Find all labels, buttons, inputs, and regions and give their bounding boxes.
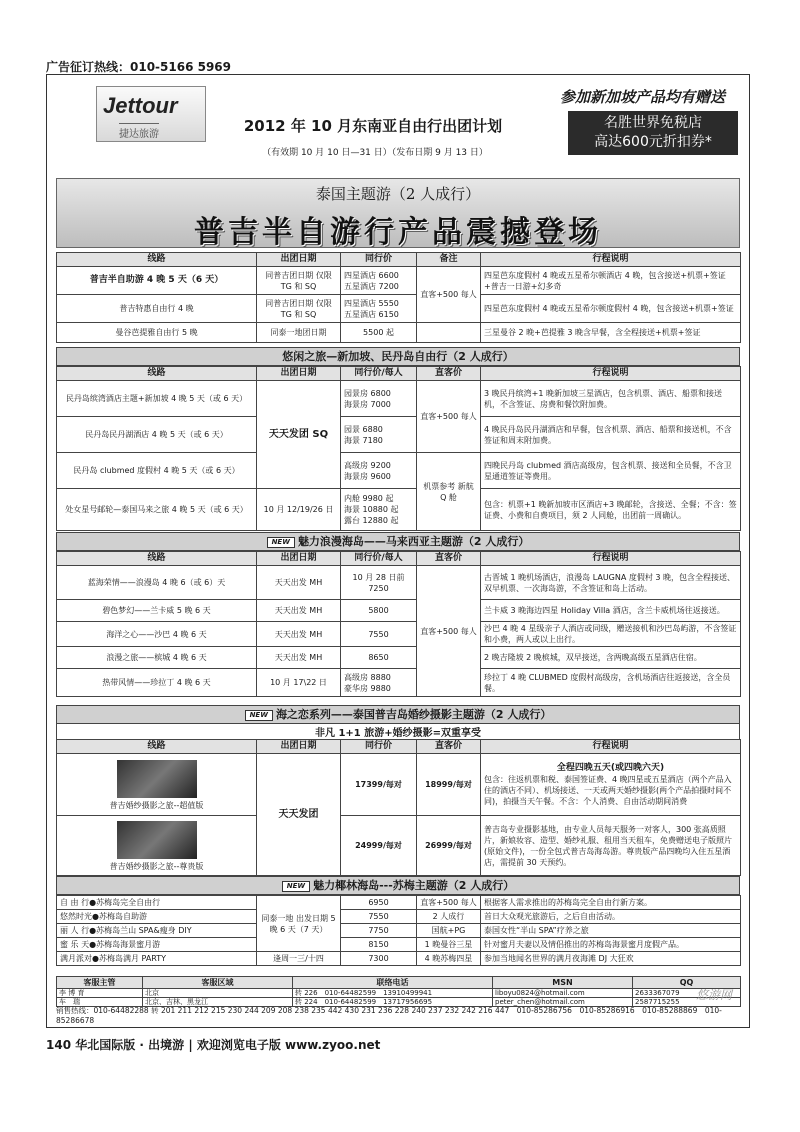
price-cell <box>341 669 417 697</box>
table-row <box>57 295 741 323</box>
th-note: 备注 <box>417 253 481 267</box>
price-cell <box>341 417 417 453</box>
route-cell: 碧色梦幻——兰卡威 5 晚 6 天 <box>57 600 257 622</box>
th-date: 出团日期 <box>257 740 341 754</box>
contact-msn: peter_chen@hotmail.com <box>493 998 633 1007</box>
sales-hotline: 销售热线：010-64482288 转 201 211 212 215 230 244 209 208 238 235 442 430 231 236 228 240 237 232 242 216 447 010-85286756 010-85286916 010-85288869 010-85286678 <box>56 1006 722 1025</box>
table-row <box>57 323 741 343</box>
price-line: 露台 12880 起 <box>344 516 399 525</box>
note-cell: 1 晚曼谷三星 <box>417 938 481 952</box>
table-row <box>57 816 741 876</box>
route-cell: 蜜 乐 天●苏梅岛海景蜜月游 <box>57 938 257 952</box>
desc-cell: 普吉岛专业摄影基地，由专业人员每天服务一对客人，300 张高质照片，新娘妆容、造型、婚纱礼服、租用当天租车，免费赠送电子版照片(原始文件)，一份全包式普吉岛海岛游。尊贵版产品四晚均入住五星酒店，需提前 30 天预约。 <box>481 816 741 876</box>
th-route: 线路 <box>57 367 257 381</box>
desc-cell: 参加当地闻名世界的满月夜海滩 DJ 大狂欢 <box>481 952 741 966</box>
wedding-photo <box>117 760 197 798</box>
contact-region: 北京 <box>143 989 293 998</box>
desc-cell: 沙巴 4 晚 4 星级亲子人酒店或同级，赠送接机和沙巴岛屿游，不含签证和小费，两人或以上出行。 <box>481 622 741 647</box>
price-cell: 7550 <box>341 910 417 924</box>
table-row <box>57 381 741 417</box>
direct-cell: 直客+500 每人 <box>417 566 481 697</box>
promo-line-1: 名胜世界免税店 <box>604 115 702 131</box>
contact-name: 车 瑞 <box>57 998 143 1007</box>
route-cell: 普吉特惠自由行 4 晚 <box>57 295 257 323</box>
promo-line-2: 高达600元折扣券* <box>594 134 712 150</box>
desc-cell: 首日大众观光旅游后，之后自由活动。 <box>481 910 741 924</box>
table-malaysia <box>56 551 741 697</box>
hero-headline: 普吉半自游行产品震撼登场 <box>194 215 602 250</box>
table-row <box>57 896 741 910</box>
table-row <box>57 754 741 816</box>
th-region: 客服区域 <box>143 977 293 989</box>
wedding-photo <box>117 821 197 859</box>
th-desc: 行程说明 <box>481 552 741 566</box>
price-cell: 5500 起 <box>341 323 417 343</box>
th-route: 线路 <box>57 253 257 267</box>
date-cell: 同普吉团日期 仅限 TG 和 SQ <box>257 267 341 295</box>
table-row <box>57 267 741 295</box>
price-line: 五星酒店 6150 <box>344 309 399 319</box>
table-wedding <box>56 739 741 876</box>
th-direct: 直客价 <box>417 552 481 566</box>
validity-note: （有效期 10 月 10 日—31 日）（发布日期 9 月 13 日） <box>262 148 488 158</box>
jettour-logo <box>96 86 206 142</box>
price-cell: 8650 <box>341 647 417 669</box>
table-samui <box>56 895 741 966</box>
price-line: 园景房 6800 <box>344 388 391 398</box>
th-price: 同行价 <box>341 740 417 754</box>
table-row <box>57 489 741 531</box>
desc-cell: 珍拉丁 4 晚 CLUBMED 度假村高级房，含机场酒店往返接送，含全员餐。 <box>481 669 741 697</box>
section-title-text: 魅力椰林海岛---苏梅主题游（2 人成行） <box>313 879 515 892</box>
table-row <box>57 910 741 924</box>
route-cell: 海洋之心——沙巴 4 晚 6 天 <box>57 622 257 647</box>
price-cell: 7300 <box>341 952 417 966</box>
desc-cell: 古晋城 1 晚机场酒店，浪漫岛 LAUGNA 度假村 3 晚，包含全程接送、双早机票、一次海岛游，不含签证和岛上活动。 <box>481 566 741 600</box>
route-cell: 自 由 行●苏梅岛完全自由行 <box>57 896 257 910</box>
price-cell: 7750 <box>341 924 417 938</box>
section-title-text: 魅力浪漫海岛——马来西亚主题游（2 人成行） <box>297 535 530 548</box>
th-date: 出团日期 <box>257 253 341 267</box>
date-cell: 逢周一三/十四 <box>257 952 341 966</box>
desc-cell: 泰国女性“半山 SPA”疗养之旅 <box>481 924 741 938</box>
desc-cell: 针对蜜月夫妻以及情侣推出的苏梅岛海景蜜月度假产品。 <box>481 938 741 952</box>
section-title-malaysia <box>56 532 740 551</box>
table-row <box>57 647 741 669</box>
table-row <box>57 924 741 938</box>
date-cell: 天天出发 MH <box>257 647 341 669</box>
desc-cell: 4 晚民丹岛民丹湖酒店和早餐，包含机票、酒店、船票和接送机，不含签证和周末附加费。 <box>481 417 741 453</box>
section-title-text: 海之恋系列——泰国普吉岛婚纱摄影主题游（2 人成行） <box>275 708 552 721</box>
section-title-singapore: 悠闲之旅—新加坡、民丹岛自由行（2 人成行） <box>56 347 740 366</box>
price-cell <box>341 489 417 531</box>
section-title-wedding <box>56 705 740 724</box>
price-line: 高级房 9200 <box>344 460 391 470</box>
price-line: 内舱 9980 起 <box>344 494 394 503</box>
date-cell: 天天出发 MH <box>257 566 341 600</box>
price-cell <box>341 295 417 323</box>
price-line: 五星酒店 7200 <box>344 281 399 291</box>
note-cell: 国航+PG <box>417 924 481 938</box>
price-line: 高级房 8880 <box>344 672 391 682</box>
th-date: 出团日期 <box>257 552 341 566</box>
route-cell: 普吉半自助游 4 晚 5 天（6 天） <box>57 267 257 295</box>
new-badge: NEW <box>267 537 295 548</box>
date-cell: 10 月 17\22 日 <box>257 669 341 697</box>
promo-slogan: 参加新加坡产品均有赠送 <box>560 88 726 106</box>
desc-cell: 包含：机票+1 晚新加坡市区酒店+3 晚邮轮，含接送、全餐；不含：签证费、小费和自费项目，须 2 人同舱，出团前一周确认。 <box>481 489 741 531</box>
ad-hotline: 广告征订热线：010-5166 5969 <box>46 60 232 74</box>
route-cell: 民丹岛缤湾酒店主题+新加坡 4 晚 5 天（或 6 天） <box>57 381 257 417</box>
route-cell <box>57 816 257 876</box>
section-subtitle-wedding: 非凡 1+1 旅游+婚纱摄影=双重享受 <box>56 724 740 739</box>
date-cell: 天天发团 SQ <box>257 381 341 489</box>
table-row <box>57 669 741 697</box>
date-cell: 同泰一地团日期 <box>257 323 341 343</box>
page-footer: 140 华北国际版 · 出境游 | 欢迎浏览电子版 www.zyoo.net <box>46 1038 381 1052</box>
price-line: 四星酒店 5550 <box>344 298 399 308</box>
direct-cell: 机票参考 新航 Q 舱 <box>417 453 481 531</box>
desc-cell <box>481 754 741 816</box>
price-line: 园景 6880 <box>344 424 383 434</box>
th-price: 同行价/每人 <box>341 367 417 381</box>
direct-cell: 26999/每对 <box>417 816 481 876</box>
th-route: 线路 <box>57 740 257 754</box>
route-cell: 蓝海荣情——浪漫岛 4 晚 6（或 6）天 <box>57 566 257 600</box>
table-thailand <box>56 252 741 343</box>
table-singapore <box>56 366 741 531</box>
contact-msn: liboyu0824@hotmail.com <box>493 989 633 998</box>
route-cell: 曼谷芭提雅自由行 5 晚 <box>57 323 257 343</box>
price-cell: 24999/每对 <box>341 816 417 876</box>
route-cell: 民丹岛 clubmed 度假村 4 晚 5 天（或 6 天） <box>57 453 257 489</box>
desc-cell: 2 晚吉隆坡 2 晚槟城，双早接送，含两晚高级五星酒店住宿。 <box>481 647 741 669</box>
th-desc: 行程说明 <box>481 253 741 267</box>
date-cell: 10 月 12/19/26 日 <box>257 489 341 531</box>
th-price: 同行价/每人 <box>341 552 417 566</box>
route-label: 普吉婚纱摄影之旅--超值版 <box>109 801 204 810</box>
date-cell: 天天发团 <box>257 754 341 876</box>
route-cell: 民丹岛民丹湖酒店 4 晚 5 天（或 6 天） <box>57 417 257 453</box>
table-row <box>57 600 741 622</box>
route-cell: 热带风情——珍拉丁 4 晚 6 天 <box>57 669 257 697</box>
route-cell: 满月派对●苏梅岛满月 PARTY <box>57 952 257 966</box>
page-title: 2012 年 10 月东南亚自由行出团计划 <box>243 117 503 135</box>
date-cell: 天天出发 MH <box>257 600 341 622</box>
promo-box <box>568 111 738 155</box>
th-msn: MSN <box>493 977 633 989</box>
th-direct: 直客价 <box>417 367 481 381</box>
price-cell <box>341 267 417 295</box>
contact-qq: 2633367079 <box>633 989 741 998</box>
th-manager: 客服主管 <box>57 977 143 989</box>
note-cell: 直客+500 每人 <box>417 267 481 323</box>
th-phone: 联络电话 <box>293 977 493 989</box>
table-row <box>57 417 741 453</box>
price-cell: 10 月 28 日前 7250 <box>341 566 417 600</box>
note-cell <box>417 323 481 343</box>
note-cell: 4 晚苏梅四星 <box>417 952 481 966</box>
price-cell: 8150 <box>341 938 417 952</box>
hero-banner <box>56 178 740 248</box>
table-row <box>57 952 741 966</box>
logo-sub: 捷达旅游 <box>119 123 159 140</box>
route-cell <box>57 754 257 816</box>
new-badge: NEW <box>282 881 310 892</box>
table-row <box>57 989 741 998</box>
th-desc: 行程说明 <box>481 740 741 754</box>
route-label: 普吉婚纱摄影之旅--尊贵版 <box>109 862 204 871</box>
th-date: 出团日期 <box>257 367 341 381</box>
desc-cell: 四晚民丹岛 clubmed 酒店高级房，包含机票、接送和全员餐，不含卫星通道签证等费用。 <box>481 453 741 489</box>
price-line: 海景房 9600 <box>344 471 391 481</box>
th-price: 同行价 <box>341 253 417 267</box>
route-cell: 悠然时光●苏梅岛自助游 <box>57 910 257 924</box>
contact-region: 北京、吉林、黑龙江 <box>143 998 293 1007</box>
contact-phone: 转 224 010-64482599 13717956695 <box>293 998 493 1007</box>
table-row <box>57 622 741 647</box>
price-line: 四星酒店 6600 <box>344 270 399 280</box>
desc-cell: 四星芭东度假村 4 晚或五星希尔顿度假村 4 晚，包含接送+机票+签证 <box>481 295 741 323</box>
contact-qq: 2587715255 <box>633 998 741 1007</box>
price-cell: 17399/每对 <box>341 754 417 816</box>
desc-title: 全程四晚五天(或四晚六天) <box>556 762 665 773</box>
price-line: 豪华房 9880 <box>344 683 391 693</box>
price-cell <box>341 381 417 417</box>
table-contact <box>56 976 741 1007</box>
note-cell: 2 人成行 <box>417 910 481 924</box>
table-row <box>57 938 741 952</box>
price-cell: 7550 <box>341 622 417 647</box>
th-qq: QQ <box>633 977 741 989</box>
price-line: 海景 10880 起 <box>344 505 399 514</box>
contact-phone: 转 226 010-64482599 13910499941 <box>293 989 493 998</box>
price-line: 海景房 7000 <box>344 399 391 409</box>
desc-cell: 兰卡威 3 晚海边四星 Holiday Villa 酒店，含兰卡威机场往返接送。 <box>481 600 741 622</box>
price-cell: 5800 <box>341 600 417 622</box>
desc-cell: 四星芭东度假村 4 晚或五星希尔顿酒店 4 晚，包含接送+机票+签证+普吉一日游+幻多奇 <box>481 267 741 295</box>
note-cell: 直客+500 每人 <box>417 896 481 910</box>
th-direct: 直客价 <box>417 740 481 754</box>
route-cell: 丽 人 行●苏梅岛兰山 SPA&瘦身 DIY <box>57 924 257 938</box>
desc-text: 包含：往返机票和税、泰国签证费、4 晚四星或五星酒店（两个产品入住的酒店不同）、机场接送、一天或两天婚纱摄影(两个产品拍摄时间不同)，拍摄当天午餐。不含：个人消费、自由活动期间消费 <box>484 774 732 806</box>
watermark: 悠游网 <box>696 988 733 1002</box>
date-cell: 同泰一地 出发日期 5 晚 6 天（7 天） <box>257 896 341 952</box>
route-cell: 浪漫之旅——槟城 4 晚 6 天 <box>57 647 257 669</box>
price-line: 海景 7180 <box>344 435 383 445</box>
th-desc: 行程说明 <box>481 367 741 381</box>
logo-brand: Jettour <box>103 93 178 118</box>
date-cell: 同普吉团日期 仅限 TG 和 SQ <box>257 295 341 323</box>
th-route: 线路 <box>57 552 257 566</box>
route-cell: 处女星号邮轮—泰国马来之旅 4 晚 5 天（或 6 天） <box>57 489 257 531</box>
direct-cell: 直客+500 每人 <box>417 381 481 453</box>
price-cell <box>341 453 417 489</box>
table-row <box>57 453 741 489</box>
price-cell: 6950 <box>341 896 417 910</box>
contact-name: 李 博 育 <box>57 989 143 998</box>
section-title-samui <box>56 876 740 895</box>
desc-cell: 3 晚民丹缤湾+1 晚新加坡三星酒店，包含机票、酒店、船票和接送机，不含签证、房费和餐饮附加费。 <box>481 381 741 417</box>
desc-cell: 三星曼谷 2 晚+芭提雅 3 晚含早餐，含全程接送+机票+签证 <box>481 323 741 343</box>
desc-cell: 根据客人需求推出的苏梅岛完全自由行新方案。 <box>481 896 741 910</box>
direct-cell: 18999/每对 <box>417 754 481 816</box>
new-badge: NEW <box>245 710 273 721</box>
table-row <box>57 566 741 600</box>
date-cell: 天天出发 MH <box>257 622 341 647</box>
hero-subtitle: 泰国主题游（2 人成行） <box>315 185 481 203</box>
